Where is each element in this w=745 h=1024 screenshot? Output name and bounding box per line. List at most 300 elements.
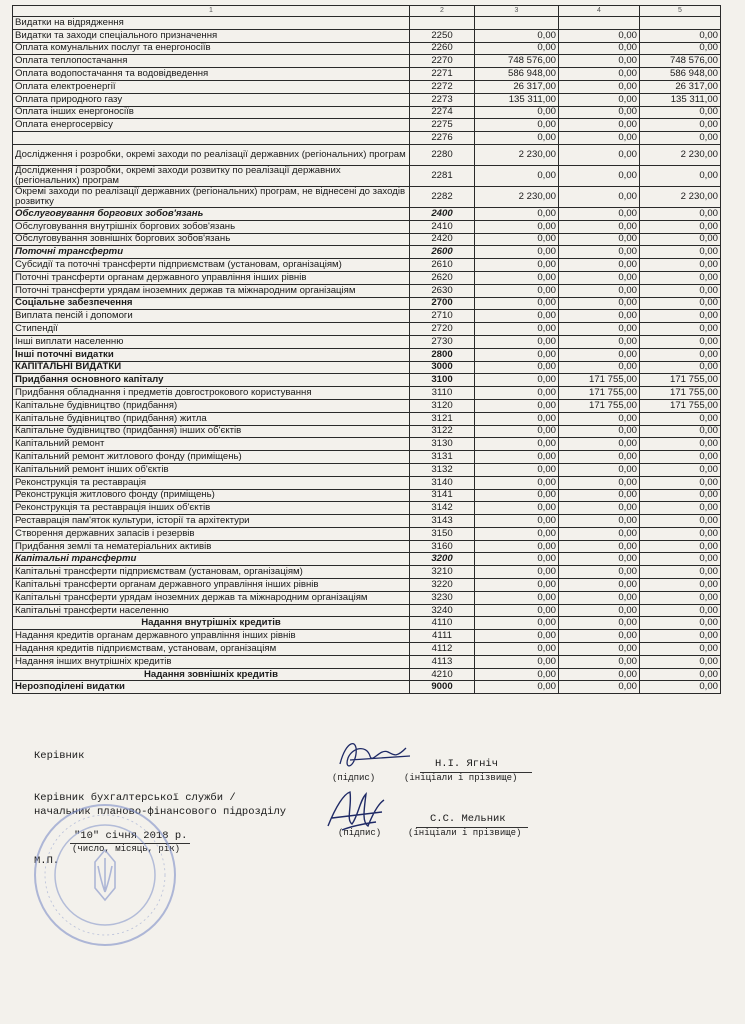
row-value-3-cell: 135 311,00: [640, 93, 721, 106]
table-row: [13, 165, 721, 186]
row-code-cell: 2281: [410, 165, 475, 186]
row-value-1-cell: 0,00: [475, 399, 559, 412]
table-row: [13, 132, 721, 145]
row-value-3-cell: 0,00: [640, 643, 721, 656]
row-value-1-cell: 0,00: [475, 165, 559, 186]
row-code-cell: 3122: [410, 425, 475, 438]
row-name-cell: Надання кредитів органам державного управління інших рівнів: [13, 630, 410, 643]
column-number: 5: [640, 6, 721, 17]
row-name-cell: Капітальні трансферти органам державного управління інших рівнів: [13, 579, 410, 592]
row-name-cell: Поточні трансферти урядам іноземних держав та міжнародним організаціям: [13, 284, 410, 297]
row-value-1-cell: 0,00: [475, 220, 559, 233]
row-value-3-cell: 0,00: [640, 119, 721, 132]
row-value-1-cell: 0,00: [475, 297, 559, 310]
row-name-cell: Капітальні трансферти: [13, 553, 410, 566]
row-value-1-cell: 0,00: [475, 42, 559, 55]
row-name-cell: Реконструкція житлового фонду (приміщень): [13, 489, 410, 502]
row-value-1-cell: 0,00: [475, 246, 559, 259]
row-value-2-cell: 0,00: [559, 604, 640, 617]
table-row: [13, 220, 721, 233]
row-name-cell: Соціальне забезпечення: [13, 297, 410, 310]
row-code-cell: 2260: [410, 42, 475, 55]
row-name-cell: Дослідження і розробки, окремі заходи по реалізації державних (регіональних) програм: [13, 144, 410, 165]
table-row: [13, 80, 721, 93]
seal-place-label: М.П.: [34, 855, 60, 867]
row-code-cell: 3160: [410, 540, 475, 553]
column-number: 3: [475, 6, 559, 17]
table-row: [13, 617, 721, 630]
row-name-cell: Поточні трансферти органам державного управління інших рівнів: [13, 271, 410, 284]
row-name-cell: Капітальний ремонт: [13, 438, 410, 451]
row-name-cell: Видатки та заходи спеціального призначення: [13, 29, 410, 42]
row-code-cell: 2800: [410, 348, 475, 361]
table-row: [13, 412, 721, 425]
row-value-2-cell: 0,00: [559, 540, 640, 553]
head-signature-caption: (підпис): [332, 773, 376, 783]
row-value-1-cell: 586 948,00: [475, 68, 559, 81]
row-value-1-cell: 0,00: [475, 668, 559, 681]
row-name-cell: Інші поточні видатки: [13, 348, 410, 361]
row-value-2-cell: 0,00: [559, 207, 640, 220]
row-value-1-cell: 0,00: [475, 527, 559, 540]
row-value-2-cell: 0,00: [559, 617, 640, 630]
row-value-3-cell: 0,00: [640, 553, 721, 566]
row-code-cell: 2272: [410, 80, 475, 93]
row-name-cell: Інші виплати населенню: [13, 335, 410, 348]
row-value-2-cell: 0,00: [559, 68, 640, 81]
row-value-3-cell: 0,00: [640, 284, 721, 297]
row-name-cell: Капітальні трансферти урядам іноземних держав та міжнародним організаціям: [13, 591, 410, 604]
row-value-1-cell: 0,00: [475, 271, 559, 284]
row-name-cell: Оплата природного газу: [13, 93, 410, 106]
row-value-3-cell: 2 230,00: [640, 144, 721, 165]
row-code-cell: 3132: [410, 463, 475, 476]
table-row: [13, 668, 721, 681]
table-row: [13, 284, 721, 297]
official-seal-icon: [30, 800, 180, 950]
row-name-cell: Надання зовнішніх кредитів: [13, 668, 410, 681]
table-row: [13, 502, 721, 515]
row-name-cell: КАПІТАЛЬНІ ВИДАТКИ: [13, 361, 410, 374]
row-code-cell: 2630: [410, 284, 475, 297]
row-code-cell: 2270: [410, 55, 475, 68]
row-value-3-cell: 0,00: [640, 220, 721, 233]
row-name-cell: Надання інших внутрішніх кредитів: [13, 655, 410, 668]
row-code-cell: 3000: [410, 361, 475, 374]
row-name-cell: Видатки на відрядження: [13, 17, 410, 30]
row-value-2-cell: 0,00: [559, 425, 640, 438]
table-row: [13, 655, 721, 668]
table-row: [13, 630, 721, 643]
row-value-3-cell: 0,00: [640, 681, 721, 694]
table-row: [13, 29, 721, 42]
table-row: [13, 348, 721, 361]
row-name-cell: Реконструкція та реставрація: [13, 476, 410, 489]
table-row: [13, 335, 721, 348]
row-value-3-cell: 0,00: [640, 207, 721, 220]
row-value-1-cell: 0,00: [475, 655, 559, 668]
row-value-2-cell: 0,00: [559, 132, 640, 145]
head-initials-caption: (ініціали і прізвище): [404, 773, 518, 783]
row-value-2-cell: 0,00: [559, 463, 640, 476]
expenditure-table: [12, 5, 721, 694]
row-name-cell: Капітальне будівництво (придбання): [13, 399, 410, 412]
date-caption: (число, місяць, рік): [72, 844, 181, 854]
row-code-cell: 2720: [410, 323, 475, 336]
row-value-2-cell: 171 755,00: [559, 387, 640, 400]
row-value-2-cell: 0,00: [559, 297, 640, 310]
row-name-cell: Капітальне будівництво (придбання) житла: [13, 412, 410, 425]
row-value-1-cell: [475, 17, 559, 30]
row-value-2-cell: 0,00: [559, 106, 640, 119]
row-value-3-cell: 0,00: [640, 259, 721, 272]
row-name-cell: Оплата енергосервісу: [13, 119, 410, 132]
accountant-initials-caption: (ініціали і прізвище): [408, 828, 522, 838]
row-name-cell: Дослідження і розробки, окремі заходи розвитку по реалізації державних (регіональних) програм: [13, 165, 410, 186]
row-code-cell: 4112: [410, 643, 475, 656]
row-value-3-cell: 0,00: [640, 271, 721, 284]
row-name-cell: Придбання землі та нематеріальних активів: [13, 540, 410, 553]
row-code-cell: 9000: [410, 681, 475, 694]
row-value-2-cell: 0,00: [559, 566, 640, 579]
row-value-2-cell: 171 755,00: [559, 399, 640, 412]
row-code-cell: 2400: [410, 207, 475, 220]
row-value-1-cell: 0,00: [475, 310, 559, 323]
row-code-cell: 2271: [410, 68, 475, 81]
row-value-2-cell: 0,00: [559, 412, 640, 425]
row-value-1-cell: 26 317,00: [475, 80, 559, 93]
row-value-2-cell: 0,00: [559, 348, 640, 361]
row-name-cell: Оплата водопостачання та водовідведення: [13, 68, 410, 81]
table-row: [13, 106, 721, 119]
row-value-1-cell: 0,00: [475, 540, 559, 553]
row-value-2-cell: 0,00: [559, 323, 640, 336]
table-row: [13, 119, 721, 132]
row-value-2-cell: 0,00: [559, 310, 640, 323]
table-row: [13, 515, 721, 528]
row-value-3-cell: 171 755,00: [640, 374, 721, 387]
table-row: [13, 591, 721, 604]
row-value-1-cell: 0,00: [475, 412, 559, 425]
row-value-1-cell: 0,00: [475, 425, 559, 438]
table-row: [13, 489, 721, 502]
row-value-3-cell: [640, 17, 721, 30]
head-signature-icon: [336, 734, 416, 776]
row-value-3-cell: 0,00: [640, 165, 721, 186]
row-value-1-cell: 0,00: [475, 489, 559, 502]
row-name-cell: Капітальні трансферти населенню: [13, 604, 410, 617]
row-value-3-cell: 0,00: [640, 233, 721, 246]
row-value-3-cell: 0,00: [640, 515, 721, 528]
row-value-2-cell: 0,00: [559, 186, 640, 207]
row-value-1-cell: 0,00: [475, 515, 559, 528]
row-value-3-cell: 0,00: [640, 579, 721, 592]
row-value-1-cell: 0,00: [475, 119, 559, 132]
row-name-cell: Капітальний ремонт інших об'єктів: [13, 463, 410, 476]
table-row: [13, 310, 721, 323]
row-code-cell: [410, 17, 475, 30]
row-code-cell: 2276: [410, 132, 475, 145]
row-value-3-cell: 26 317,00: [640, 80, 721, 93]
row-name-cell: Стипендії: [13, 323, 410, 336]
row-value-3-cell: 586 948,00: [640, 68, 721, 81]
row-value-2-cell: 0,00: [559, 630, 640, 643]
row-value-2-cell: 0,00: [559, 220, 640, 233]
table-row: [13, 527, 721, 540]
row-code-cell: 2600: [410, 246, 475, 259]
row-code-cell: 4110: [410, 617, 475, 630]
report-date: "10" січня 2018 р.: [74, 830, 188, 842]
row-value-2-cell: 0,00: [559, 553, 640, 566]
accountant-name: С.С. Мельник: [430, 813, 506, 825]
row-value-1-cell: 0,00: [475, 617, 559, 630]
row-code-cell: 3140: [410, 476, 475, 489]
row-value-1-cell: 0,00: [475, 361, 559, 374]
table-row: [13, 566, 721, 579]
table-row: [13, 207, 721, 220]
row-name-cell: Нерозподілені видатки: [13, 681, 410, 694]
row-value-3-cell: 748 576,00: [640, 55, 721, 68]
row-code-cell: 2700: [410, 297, 475, 310]
row-value-1-cell: 0,00: [475, 643, 559, 656]
row-code-cell: 2250: [410, 29, 475, 42]
row-value-2-cell: 0,00: [559, 144, 640, 165]
row-value-3-cell: 0,00: [640, 527, 721, 540]
row-value-1-cell: 0,00: [475, 29, 559, 42]
table-row: [13, 540, 721, 553]
table-row: [13, 463, 721, 476]
table-row: [13, 93, 721, 106]
accountant-label-line-2: начальник планово-фінансового підрозділу: [34, 806, 287, 818]
row-code-cell: 3230: [410, 591, 475, 604]
row-code-cell: 3240: [410, 604, 475, 617]
row-value-3-cell: 0,00: [640, 502, 721, 515]
row-value-1-cell: 0,00: [475, 233, 559, 246]
row-value-3-cell: 0,00: [640, 604, 721, 617]
row-value-2-cell: 0,00: [559, 579, 640, 592]
table-row: [13, 579, 721, 592]
row-value-3-cell: 0,00: [640, 476, 721, 489]
row-value-2-cell: 0,00: [559, 591, 640, 604]
row-value-1-cell: 0,00: [475, 323, 559, 336]
row-value-1-cell: 0,00: [475, 387, 559, 400]
column-number: 2: [410, 6, 475, 17]
accountant-label-line-1: Керівник бухгалтерської служби /: [34, 792, 236, 804]
row-value-1-cell: 0,00: [475, 451, 559, 464]
table-row: [13, 17, 721, 30]
row-name-cell: Створення державних запасів і резервів: [13, 527, 410, 540]
row-value-2-cell: 0,00: [559, 451, 640, 464]
row-code-cell: 3131: [410, 451, 475, 464]
table-row: [13, 643, 721, 656]
table-row: [13, 553, 721, 566]
row-value-1-cell: 0,00: [475, 630, 559, 643]
table-row: [13, 42, 721, 55]
row-value-3-cell: 0,00: [640, 591, 721, 604]
row-value-3-cell: 0,00: [640, 489, 721, 502]
row-value-3-cell: 0,00: [640, 617, 721, 630]
row-code-cell: 2282: [410, 186, 475, 207]
row-code-cell: 3143: [410, 515, 475, 528]
row-value-3-cell: 0,00: [640, 106, 721, 119]
table-row: [13, 387, 721, 400]
row-value-3-cell: 0,00: [640, 566, 721, 579]
row-code-cell: 4111: [410, 630, 475, 643]
table-row: [13, 425, 721, 438]
row-name-cell: Оплата інших енергоносіїв: [13, 106, 410, 119]
row-name-cell: Поточні трансферти: [13, 246, 410, 259]
row-code-cell: 3220: [410, 579, 475, 592]
table-row: [13, 144, 721, 165]
row-value-1-cell: 0,00: [475, 553, 559, 566]
row-value-2-cell: 0,00: [559, 476, 640, 489]
table-row: [13, 681, 721, 694]
row-value-1-cell: 0,00: [475, 207, 559, 220]
row-value-2-cell: 0,00: [559, 668, 640, 681]
row-value-2-cell: 0,00: [559, 515, 640, 528]
row-code-cell: 2610: [410, 259, 475, 272]
row-code-cell: 2410: [410, 220, 475, 233]
row-value-3-cell: 0,00: [640, 348, 721, 361]
row-name-cell: Реконструкція та реставрація інших об'єктів: [13, 502, 410, 515]
table-row: [13, 259, 721, 272]
row-value-1-cell: 0,00: [475, 476, 559, 489]
table-row: [13, 476, 721, 489]
row-value-3-cell: 0,00: [640, 29, 721, 42]
row-value-1-cell: 0,00: [475, 604, 559, 617]
row-value-2-cell: 0,00: [559, 55, 640, 68]
row-value-1-cell: 0,00: [475, 438, 559, 451]
row-value-3-cell: 0,00: [640, 297, 721, 310]
row-value-3-cell: 0,00: [640, 412, 721, 425]
row-value-1-cell: 0,00: [475, 502, 559, 515]
row-value-2-cell: 0,00: [559, 93, 640, 106]
row-code-cell: 2273: [410, 93, 475, 106]
row-name-cell: Окремі заходи по реалізації державних (регіональних) програм, не віднесені до заходів розвитку: [13, 186, 410, 207]
table-row: [13, 271, 721, 284]
row-name-cell: Обслуговування внутрішніх боргових зобов'язань: [13, 220, 410, 233]
accountant-signature-caption: (підпис): [338, 828, 382, 838]
row-name-cell: Придбання основного капіталу: [13, 374, 410, 387]
row-value-1-cell: 0,00: [475, 132, 559, 145]
row-value-3-cell: 0,00: [640, 361, 721, 374]
row-value-3-cell: 171 755,00: [640, 399, 721, 412]
row-code-cell: 3110: [410, 387, 475, 400]
row-value-3-cell: 0,00: [640, 668, 721, 681]
row-value-1-cell: 748 576,00: [475, 55, 559, 68]
row-code-cell: 2280: [410, 144, 475, 165]
row-value-1-cell: 0,00: [475, 463, 559, 476]
row-code-cell: 4210: [410, 668, 475, 681]
row-value-2-cell: 0,00: [559, 527, 640, 540]
row-value-3-cell: 0,00: [640, 540, 721, 553]
table-row: [13, 451, 721, 464]
table-row: [13, 374, 721, 387]
row-value-2-cell: 0,00: [559, 233, 640, 246]
row-name-cell: Субсидії та поточні трансферти підприємствам (установам, організаціям): [13, 259, 410, 272]
row-value-1-cell: 0,00: [475, 335, 559, 348]
row-value-2-cell: 0,00: [559, 259, 640, 272]
row-name-cell: Придбання обладнання і предметів довгострокового користування: [13, 387, 410, 400]
row-value-2-cell: 0,00: [559, 271, 640, 284]
row-value-3-cell: 0,00: [640, 335, 721, 348]
row-value-3-cell: 0,00: [640, 463, 721, 476]
row-name-cell: Капітальне будівництво (придбання) інших об'єктів: [13, 425, 410, 438]
row-value-2-cell: 171 755,00: [559, 374, 640, 387]
row-code-cell: 3210: [410, 566, 475, 579]
row-name-cell: Оплата комунальних послуг та енергоносіїв: [13, 42, 410, 55]
row-name-cell: Надання внутрішніх кредитів: [13, 617, 410, 630]
row-value-2-cell: 0,00: [559, 246, 640, 259]
row-name-cell: Оплата електроенергії: [13, 80, 410, 93]
row-value-1-cell: 0,00: [475, 106, 559, 119]
row-name-cell: Капітальний ремонт житлового фонду (приміщень): [13, 451, 410, 464]
row-value-3-cell: 171 755,00: [640, 387, 721, 400]
row-value-1-cell: 2 230,00: [475, 144, 559, 165]
row-value-1-cell: 135 311,00: [475, 93, 559, 106]
head-label: Керівник: [34, 750, 85, 762]
table-row: [13, 604, 721, 617]
row-value-2-cell: 0,00: [559, 29, 640, 42]
row-value-1-cell: 0,00: [475, 374, 559, 387]
row-value-2-cell: 0,00: [559, 489, 640, 502]
column-number: 4: [559, 6, 640, 17]
row-code-cell: 2274: [410, 106, 475, 119]
row-value-3-cell: 0,00: [640, 132, 721, 145]
table-row: [13, 323, 721, 336]
row-code-cell: 3141: [410, 489, 475, 502]
row-name-cell: Обслуговування зовнішніх боргових зобов'язань: [13, 233, 410, 246]
row-value-2-cell: 0,00: [559, 361, 640, 374]
column-number-row: [13, 6, 721, 17]
row-value-2-cell: 0,00: [559, 335, 640, 348]
row-code-cell: 2275: [410, 119, 475, 132]
row-value-1-cell: 0,00: [475, 579, 559, 592]
row-code-cell: 2710: [410, 310, 475, 323]
row-name-cell: Оплата теплопостачання: [13, 55, 410, 68]
row-value-1-cell: 0,00: [475, 591, 559, 604]
row-value-3-cell: 0,00: [640, 655, 721, 668]
row-code-cell: 3200: [410, 553, 475, 566]
row-value-3-cell: 0,00: [640, 630, 721, 643]
row-code-cell: 3121: [410, 412, 475, 425]
row-value-2-cell: [559, 17, 640, 30]
row-code-cell: 3120: [410, 399, 475, 412]
column-number: 1: [13, 6, 410, 17]
row-code-cell: 3150: [410, 527, 475, 540]
row-name-cell: Виплата пенсій і допомоги: [13, 310, 410, 323]
table-row: [13, 438, 721, 451]
table-row: [13, 55, 721, 68]
table-row: [13, 246, 721, 259]
row-value-1-cell: 0,00: [475, 681, 559, 694]
row-value-3-cell: 0,00: [640, 451, 721, 464]
table-row: [13, 361, 721, 374]
row-value-3-cell: 0,00: [640, 438, 721, 451]
row-value-2-cell: 0,00: [559, 42, 640, 55]
row-value-2-cell: 0,00: [559, 284, 640, 297]
table-row: [13, 68, 721, 81]
row-name-cell: Надання кредитів підприємствам, установам, організаціям: [13, 643, 410, 656]
table-row: [13, 297, 721, 310]
row-value-1-cell: 0,00: [475, 348, 559, 361]
row-code-cell: 3142: [410, 502, 475, 515]
table-row: [13, 186, 721, 207]
row-value-3-cell: 0,00: [640, 246, 721, 259]
row-value-1-cell: 0,00: [475, 566, 559, 579]
row-name-cell: Обслуговування боргових зобов'язань: [13, 207, 410, 220]
row-name-cell: Реставрація пам'яток культури, історії та архітектури: [13, 515, 410, 528]
